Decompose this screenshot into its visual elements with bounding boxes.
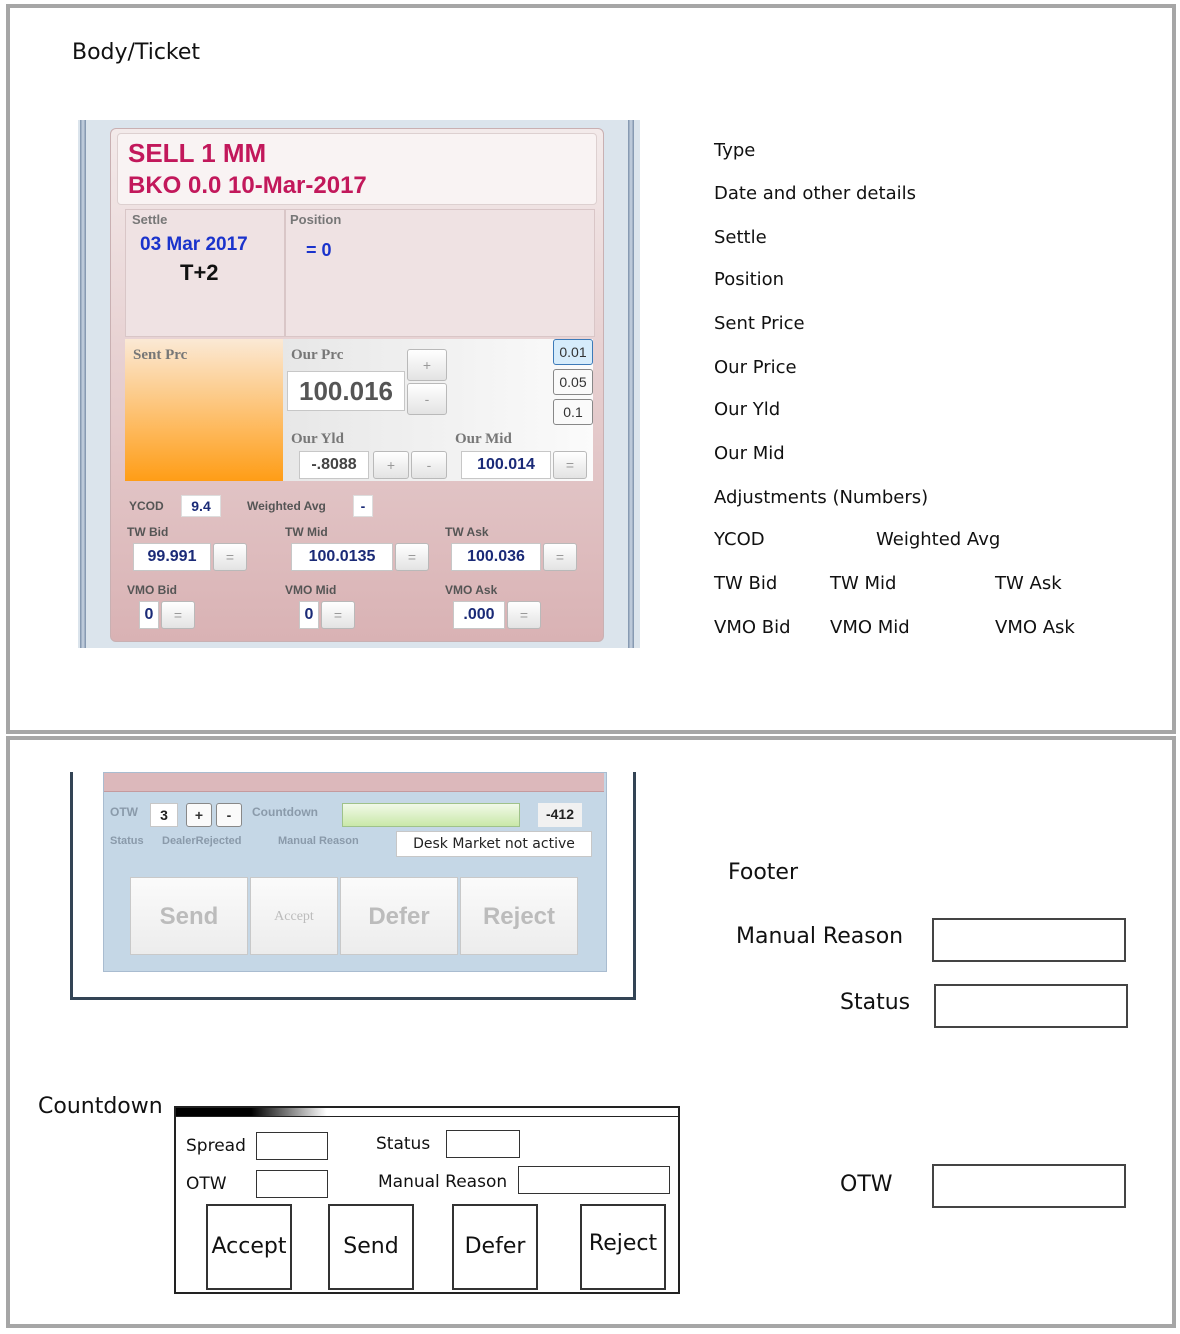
tw-mid-equals-button[interactable]: = [395, 543, 429, 571]
legend-tw-mid: TW Mid [830, 573, 897, 594]
tw-ask-equals-button[interactable]: = [543, 543, 577, 571]
status-label: Status [110, 835, 144, 847]
wireframe-status-field [446, 1130, 520, 1158]
our-yld-input[interactable]: -.8088 [299, 451, 369, 479]
our-prc-plus-button[interactable]: + [407, 349, 447, 381]
accept-button[interactable]: Accept [250, 877, 338, 955]
vmo-ask-value: .000 [453, 601, 505, 629]
position-cell [285, 209, 595, 337]
vmo-bid-equals-button[interactable]: = [161, 601, 195, 629]
legend-ycod: YCOD [714, 529, 765, 550]
footer-legend-title: Footer [728, 860, 798, 885]
settle-cell [125, 209, 285, 337]
our-prc-minus-button[interactable]: - [407, 383, 447, 415]
legend-sent-price: Sent Price [714, 313, 805, 334]
position-label: Position [290, 212, 342, 227]
wireframe-otw-field [256, 1170, 328, 1198]
wireframe-countdown-bar [176, 1108, 678, 1117]
ticket-screenshot [78, 120, 640, 648]
wireframe-defer-button: Defer [452, 1204, 538, 1290]
increment-0-01-button[interactable]: 0.01 [553, 339, 593, 365]
legend-vmo-mid: VMO Mid [830, 617, 910, 638]
ticket-header [117, 133, 597, 205]
our-mid-equals-button[interactable]: = [553, 451, 587, 479]
footer-legend-status: Status [840, 990, 911, 1015]
wireframe-spread-label: Spread [186, 1136, 246, 1156]
footer-legend-manual-reason-field [932, 918, 1126, 962]
weighted-avg-label: Weighted Avg [247, 499, 326, 513]
increment-0-05-button[interactable]: 0.05 [553, 369, 593, 395]
our-mid-value: 100.014 [461, 451, 551, 479]
trade-instrument: BKO 0.0 10-Mar-2017 [128, 172, 367, 199]
otw-plus-button[interactable]: + [186, 803, 212, 827]
ycod-value: 9.4 [181, 495, 221, 517]
reject-button[interactable]: Reject [460, 877, 578, 955]
footer-legend-manual-reason: Manual Reason [736, 924, 904, 949]
legend-position: Position [714, 269, 785, 290]
legend-tw-ask: TW Ask [995, 573, 1062, 594]
settle-tenor: T+2 [180, 260, 219, 285]
vmo-bid-label: VMO Bid [127, 583, 177, 597]
our-yld-plus-button[interactable]: + [373, 451, 409, 479]
footer-legend-otw-field [932, 1164, 1126, 1208]
tw-bid-value: 99.991 [133, 543, 211, 571]
footer-panel [103, 772, 607, 972]
wireframe-status-label: Status [376, 1134, 431, 1154]
wireframe-accept-button: Accept [206, 1204, 292, 1290]
ticket-bottom-strip [104, 773, 604, 792]
legend-settle: Settle [714, 227, 767, 248]
vmo-ask-label: VMO Ask [445, 583, 498, 597]
tw-ask-value: 100.036 [451, 543, 541, 571]
tw-ask-label: TW Ask [445, 525, 489, 539]
footer-legend-status-field [934, 984, 1128, 1028]
our-prc-input[interactable]: 100.016 [287, 371, 405, 411]
otw-minus-button[interactable]: - [216, 803, 242, 827]
countdown-progress-bar [342, 803, 520, 827]
legend-adjustments: Adjustments (Numbers) [714, 487, 929, 508]
vmo-mid-label: VMO Mid [285, 583, 337, 597]
status-value: DealerRejected [162, 835, 242, 847]
our-prc-label: Our Prc [291, 347, 344, 363]
legend-tw-bid: TW Bid [714, 573, 778, 594]
legend-our-mid: Our Mid [714, 443, 785, 464]
trade-side: SELL 1 MM [128, 138, 267, 168]
our-yld-minus-button[interactable]: - [411, 451, 447, 479]
footer-legend-otw: OTW [840, 1172, 893, 1197]
legend-vmo-bid: VMO Bid [714, 617, 791, 638]
wireframe-reject-button: Reject [580, 1204, 666, 1290]
wireframe-send-button: Send [328, 1204, 414, 1290]
wireframe-otw-label: OTW [186, 1174, 227, 1194]
settle-date: 03 Mar 2017 [140, 234, 248, 255]
our-mid-label: Our Mid [455, 431, 512, 447]
legend-date-details: Date and other details [714, 183, 916, 204]
ycod-label: YCOD [129, 499, 164, 513]
section-title: Body/Ticket [72, 40, 201, 65]
window-edge-left [80, 120, 86, 648]
tw-mid-value: 100.0135 [291, 543, 393, 571]
countdown-value: -412 [538, 803, 582, 827]
vmo-bid-value: 0 [139, 601, 159, 629]
weighted-avg-value: - [353, 495, 373, 517]
otw-value: 3 [150, 803, 178, 827]
otw-label: OTW [110, 805, 138, 819]
wireframe-manual-reason-label: Manual Reason [378, 1172, 508, 1192]
tw-bid-label: TW Bid [127, 525, 169, 539]
wireframe-spread-field [256, 1132, 328, 1160]
sent-prc-label: Sent Prc [133, 347, 188, 363]
legend-vmo-ask: VMO Ask [995, 617, 1075, 638]
vmo-mid-value: 0 [299, 601, 319, 629]
our-yld-label: Our Yld [291, 431, 344, 447]
sent-price-cell [125, 339, 283, 481]
wireframe-manual-reason-field [518, 1166, 670, 1194]
window-edge-right [628, 120, 634, 648]
tw-bid-equals-button[interactable]: = [213, 543, 247, 571]
manual-reason-value[interactable]: Desk Market not active [396, 831, 592, 857]
send-button[interactable]: Send [130, 877, 248, 955]
position-value: = 0 [306, 240, 332, 260]
increment-0-1-button[interactable]: 0.1 [553, 399, 593, 425]
wireframe-countdown-label: Countdown [38, 1094, 163, 1119]
legend-type: Type [714, 140, 756, 161]
wireframe-footer [174, 1106, 680, 1294]
legend-our-yld: Our Yld [714, 399, 781, 420]
ticket-panel [110, 128, 604, 642]
legend-weighted-avg: Weighted Avg [876, 529, 1001, 550]
vmo-ask-equals-button[interactable]: = [507, 601, 541, 629]
defer-button[interactable]: Defer [340, 877, 458, 955]
settle-label: Settle [132, 212, 168, 227]
vmo-mid-equals-button[interactable]: = [321, 601, 355, 629]
our-price-cell [283, 339, 593, 481]
countdown-label: Countdown [252, 805, 318, 819]
legend-our-price: Our Price [714, 357, 797, 378]
manual-reason-label: Manual Reason [278, 835, 359, 847]
footer-screenshot [70, 772, 636, 1000]
tw-mid-label: TW Mid [285, 525, 328, 539]
